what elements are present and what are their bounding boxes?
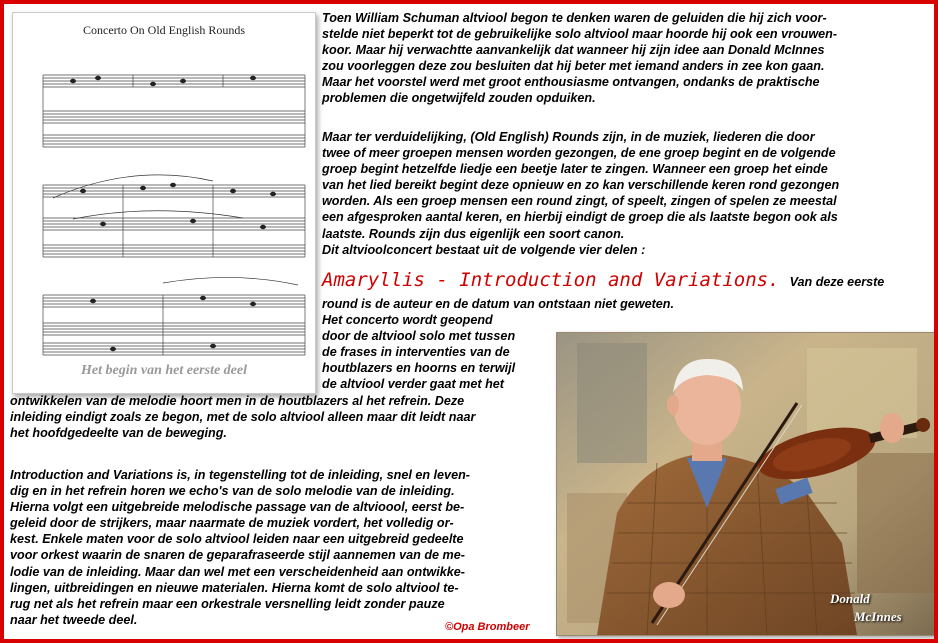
text-line: koor. Maar hij verwachtte aanvankelijk dat wanneer hij zijn idee aan Donald McInnes: [322, 43, 825, 58]
text-line: geleid door de strijkers, maar naarmate de muziek vordert, het volledig or-: [10, 516, 454, 531]
text-line: Introduction and Variations is, in tegenstelling tot de inleiding, snel en leven-: [10, 468, 470, 482]
text-line: worden. Als een groep mensen een round zingt, of speelt, zingen of spelen ze meestal: [322, 194, 837, 209]
text-line: voor orkest waarin de snaren de geparafraseerde stijl aannemen van de me-: [10, 548, 465, 563]
text-line: Maar het voorstel werd met groot enthousiasme ontvangen, ondanks de praktische: [322, 75, 820, 90]
score-title: Concerto On Old English Rounds: [83, 23, 245, 37]
text-line: round is de auteur en de datum van ontstaan niet geweten.: [322, 297, 674, 311]
amaryllis-paragraph-bottom: [10, 393, 475, 441]
text-line: van het lied bereikt begint deze opnieuw en zo kan verschillende keren rond gezongen: [322, 178, 840, 193]
score-staves: [13, 13, 315, 393]
score-caption: Het begin van het eerste deel: [80, 363, 248, 378]
text-line: ontwikkelen van de melodie hoort men in de houtblazers al het refrein. Deze: [10, 394, 465, 408]
text-line: laatste. Rounds zijn dus eigenlijk een soort canon.: [322, 226, 625, 241]
text-line: houtblazers en hoorns en terwijl: [322, 361, 516, 376]
text-line: de frases in interventies van de: [322, 345, 510, 360]
photo-caption-last: McInnes: [854, 609, 902, 624]
text-line: zou voorleggen deze zou besluiten dat hij beter met iemand anders in zee kon gaan.: [322, 59, 825, 74]
text-line: het hoofdgedeelte van de beweging.: [10, 426, 227, 441]
text-line: Dit altvioolconcert bestaat uit de volgende vier delen :: [322, 242, 646, 257]
text-line: kest. Enkele maten voor de solo altviool leiden naar een uitgebreid gedeelte: [10, 532, 464, 547]
score-image: [12, 12, 316, 394]
text-line: inleiding eindigt zoals ze begon, met de solo altviool alleen maar dit leidt naar: [10, 410, 476, 425]
text-line: een afgesproken aantal keren, en hierbij eindigt de groep die als laatste begon ook als: [322, 210, 838, 225]
violist-photo: [556, 332, 938, 636]
copyright-notice: ©Opa Brombeer: [445, 621, 530, 633]
section-title: Amaryllis - Introduction and Variations.: [322, 269, 780, 291]
text-line: Het concerto wordt geopend: [322, 313, 493, 328]
variations-paragraph: [10, 467, 470, 628]
violist-illustration: [557, 333, 937, 635]
text-line: de altviool verder gaat met het: [322, 377, 504, 392]
text-line: lingen, uitbreidingen en nieuwe materialen. Hierna komt de solo altviool te-: [10, 580, 459, 595]
text-line: problemen die ongetwijfeld zouden opduiken.: [322, 91, 596, 106]
rounds-paragraph: [322, 129, 839, 258]
text-line: twee of meer groepen mensen worden gezongen, de ene groep begint en de volgende: [322, 146, 836, 161]
text-line: Toen William Schuman altviool begon te denken waren de geluiden die hij zich voor-: [322, 11, 827, 25]
photo-caption-first: Donald: [830, 591, 870, 606]
text-line: Maar ter verduidelijking, (Old English) Rounds zijn, in de muziek, liederen die door: [322, 130, 815, 144]
section-heading: [322, 269, 884, 291]
text-line: dig en in het refrein horen we echo's van de solo melodie van de inleiding.: [10, 484, 455, 499]
text-line: Hierna volgt een uitgebreide melodische passage van de altvioool, eerst be-: [10, 500, 465, 515]
section-heading-tail: Van deze eerste: [789, 275, 885, 289]
text-line: rug net als het refrein maar een orkestrale versnelling leidt zonder pauze: [10, 596, 445, 611]
text-line: naar het tweede deel.: [10, 612, 138, 627]
text-line: groep begint hetzelfde liedje een beetje later te zingen. Wanneer een groep het einde: [322, 162, 828, 177]
text-line: lodie van de inleiding. Maar dan wel met een verscheidenheid aan ontwikke-: [10, 564, 465, 579]
intro-paragraph: [322, 10, 837, 107]
text-line: door de altviool solo met tussen: [322, 329, 516, 344]
text-line: stelde niet beperkt tot de gebruikelijke solo altviool maar hoorde hij ook een vrouwen-: [322, 27, 838, 42]
